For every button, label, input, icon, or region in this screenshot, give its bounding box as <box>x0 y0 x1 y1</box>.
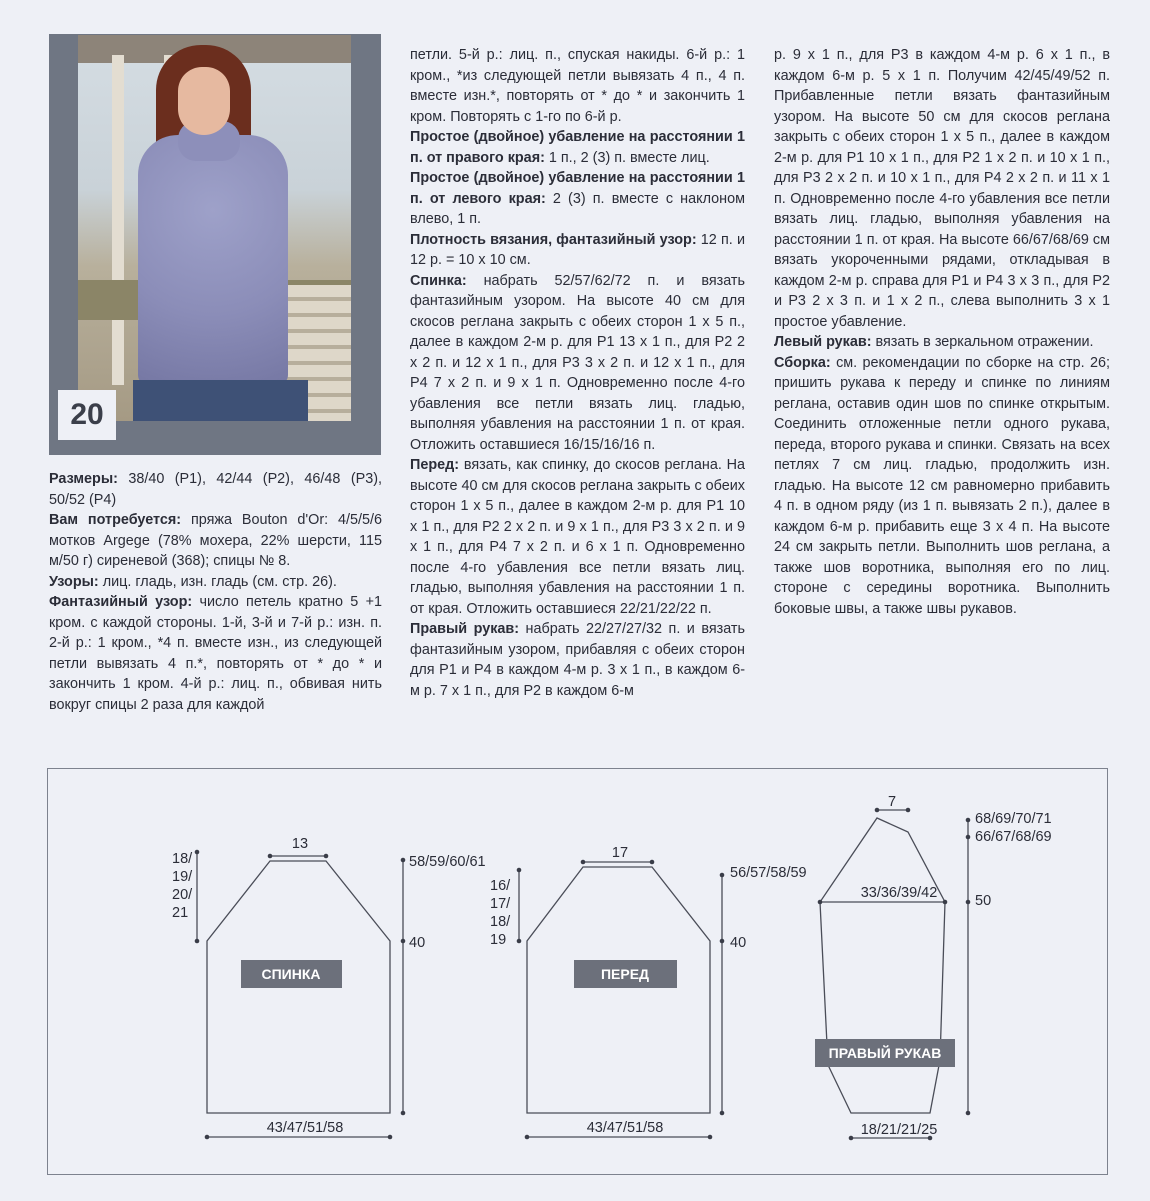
front-left-dim-4: 19 <box>490 932 507 948</box>
front-left-dim-3: 18/ <box>490 914 511 930</box>
front-bottom-dim: 43/47/51/58 <box>586 1120 664 1136</box>
front-outline <box>527 867 710 1113</box>
back-left-dim-2: 19/ <box>172 869 193 885</box>
sleeve-width-dim: 33/36/39/42 <box>860 885 938 901</box>
front-label: ПЕРЕД <box>600 966 650 982</box>
sleeve-right-dim-1: 68/69/70/71 <box>975 811 1052 827</box>
front-right-mid-dim: 40 <box>730 935 747 951</box>
front-top-dim: 17 <box>611 845 629 861</box>
sleeve-right-mid-dim: 50 <box>975 893 992 909</box>
front-right-top-dim: 56/57/58/59 <box>730 865 807 881</box>
assembly-paragraph: Сборка: см. рекомендации по сборке на стр. 26; пришить рукава к переду и спинке по линиям реглана, оставив один шов по спинке открытым. Соединить отложенные петли одного рукава, переда, второго рукава и спинки. Связать на всех петлях 7 см лиц. гладью, продолжить изн. гладью. На высоте 12 см равномерно прибавить 4 п. в одном ряду (из 1 п. вывязать 2 п.), далее в каждом 6-м р. прибавить еще 3 х 4 п. На высоте 24 см закрыть петли. Выполнить шов реглана, а также шов воротника, выполняя его по лиц. стороне с середины воротника. Выполнить боковые швы, а также швы рукавов. <box>774 354 1110 617</box>
sleeve-bottom-dim: 18/21/21/25 <box>860 1122 938 1138</box>
left-sleeve-paragraph: Левый рукав: вязать в зеркальном отражении. <box>774 334 1094 350</box>
back-bottom-dim: 43/47/51/58 <box>266 1120 344 1136</box>
sleeve-top-dim: 7 <box>887 794 897 810</box>
right-sleeve-paragraph: Правый рукав: набрать 22/27/27/32 п. и вязать фантазийным узором, прибавляя с обеих сторон для Р1 и Р4 в каждом 4-м р. 3 х 1 п., в каждом 6-м р. 7 х 1 п., для Р2 в каждом 6-м <box>410 621 745 699</box>
patterns-paragraph: Узоры: лиц. гладь, изн. гладь (см. стр. 26). <box>49 573 337 590</box>
sleeve-outline <box>820 818 945 1113</box>
fancy-pattern-paragraph: Фантазийный узор: число петель кратно 5 +1 кром. с каждой стороны. 1-й, 3-й и 7-й р.: изн. п. 2-й р.: 1 кром., *4 п. вместе изн., из следующей петли вывязать 4 п.*, повторять от * до * и закончить 1 кром. 4-й р.: лиц. п., обвивая нить вокруг спицы 2 раза для каждой <box>49 594 383 713</box>
back-left-dim-1: 18/ <box>172 851 193 867</box>
decrease-left-paragraph: Простое (двойное) убавление на расстоянии 1 п. от левого края: 2 (3) п. вместе с наклоном влево, 1 п. <box>410 170 745 227</box>
fancy-pattern-continued: петли. 5-й р.: лиц. п., спуская накиды. 6-й р.: 1 кром., *из следующей петли вывязать 4 п., 4 п. вместе изн.*, повторять от * до * и закончить 1 кром. Повторять с 1-го по 6-й р. <box>410 47 745 125</box>
model-number-badge: 20 <box>58 390 116 440</box>
sizes-paragraph: Размеры: 38/40 (Р1), 42/44 (Р2), 46/48 (Р3), 50/52 (Р4) <box>49 471 382 508</box>
sleeve-label: ПРАВЫЙ РУКАВ <box>828 1045 942 1061</box>
back-right-top-dim: 58/59/60/61 <box>409 854 486 870</box>
front-paragraph: Перед: вязать, как спинку, до скосов реглана. На высоте 40 см для скосов реглана закрыть с обеих сторон 1 х 5 п., далее в каждом 2-м р. для Р1 10 х 1 п., для Р2 2 х 2 п. и 9 х 1 п., для Р3 3 х 2 п. и 9 х 1 п., для Р4 7 х 2 п. и 6 х 1 п. Одновременно после 4-го убавления все петли вязать лиц. гладью, выполняя убавления на расстоянии 1 п. от края. Отложить оставшиеся 22/21/22/22 п. <box>410 457 745 617</box>
materials-paragraph: Вам потребуется: пряжа Bouton d'Or: 4/5/5/6 мотков Argege (78% мохера, 22% шерсти, 115 м/50 г) сиреневой (368); спицы № 8. <box>49 512 382 569</box>
decrease-right-paragraph: Простое (двойное) убавление на расстоянии 1 п. от правого края: 1 п., 2 (3) п. вместе лиц. <box>410 129 745 166</box>
gauge-paragraph: Плотность вязания, фантазийный узор: 12 п. и 12 р. = 10 х 10 см. <box>410 231 745 268</box>
front-left-dim-1: 16/ <box>490 878 511 894</box>
back-paragraph: Спинка: набрать 52/57/62/72 п. и вязать фантазийным узором. На высоте 40 см для скосов реглана закрыть с обеих сторон 1 х 5 п., далее в каждом 2-м р. для Р1 13 х 1 п., для Р2 2 х 2 п. и 12 х 1 п., для Р3 3 х 2 п. и 12 х 1 п., для Р4 7 х 2 п. и 9 х 1 п. Одновременно после 4-го убавления все петли вязать лиц. гладью, выполняя убавления на расстоянии 1 п. от края. Отложить оставшиеся 16/15/16/16 п. <box>410 272 745 453</box>
sleeve-continued: р. 9 х 1 п., для Р3 в каждом 4-м р. 6 х 1 п., в каждом 6-м р. 5 х 1 п. Получим 42/45/49/52 п. Прибавленные петли вязать фантазийным узором. На высоте 50 см для скосов реглана закрыть с обеих сторон 1 х 5 п., далее в каждом 2-м р. для Р1 10 х 1 п., для Р2 1 х 2 п. и 10 х 1 п., для Р3 2 х 2 п. и 10 х 1 п., для Р4 2 х 2 п. и 11 х 1 п. Одновременно после 4-го убавления все петли вязать лиц. гладью, выполняя убавления на расстоянии 1 п. от края. На высоте 66/67/68/69 см вязать укороченными рядами, откладывая в каждом 2-м р. справа для Р1 и Р4 3 х 3 п., для Р2 и Р3 2 х 3 п. и 1 х 2 п., слева выполнить 3 х 1 простое убавление. <box>774 47 1110 330</box>
front-left-dim-2: 17/ <box>490 896 511 912</box>
back-left-dim-3: 20/ <box>172 887 193 903</box>
back-left-dim-4: 21 <box>172 905 189 921</box>
back-right-mid-dim: 40 <box>409 935 426 951</box>
back-label: СПИНКА <box>261 966 321 982</box>
sleeve-right-dim-2: 66/67/68/69 <box>975 829 1052 845</box>
back-top-dim: 13 <box>291 836 309 852</box>
